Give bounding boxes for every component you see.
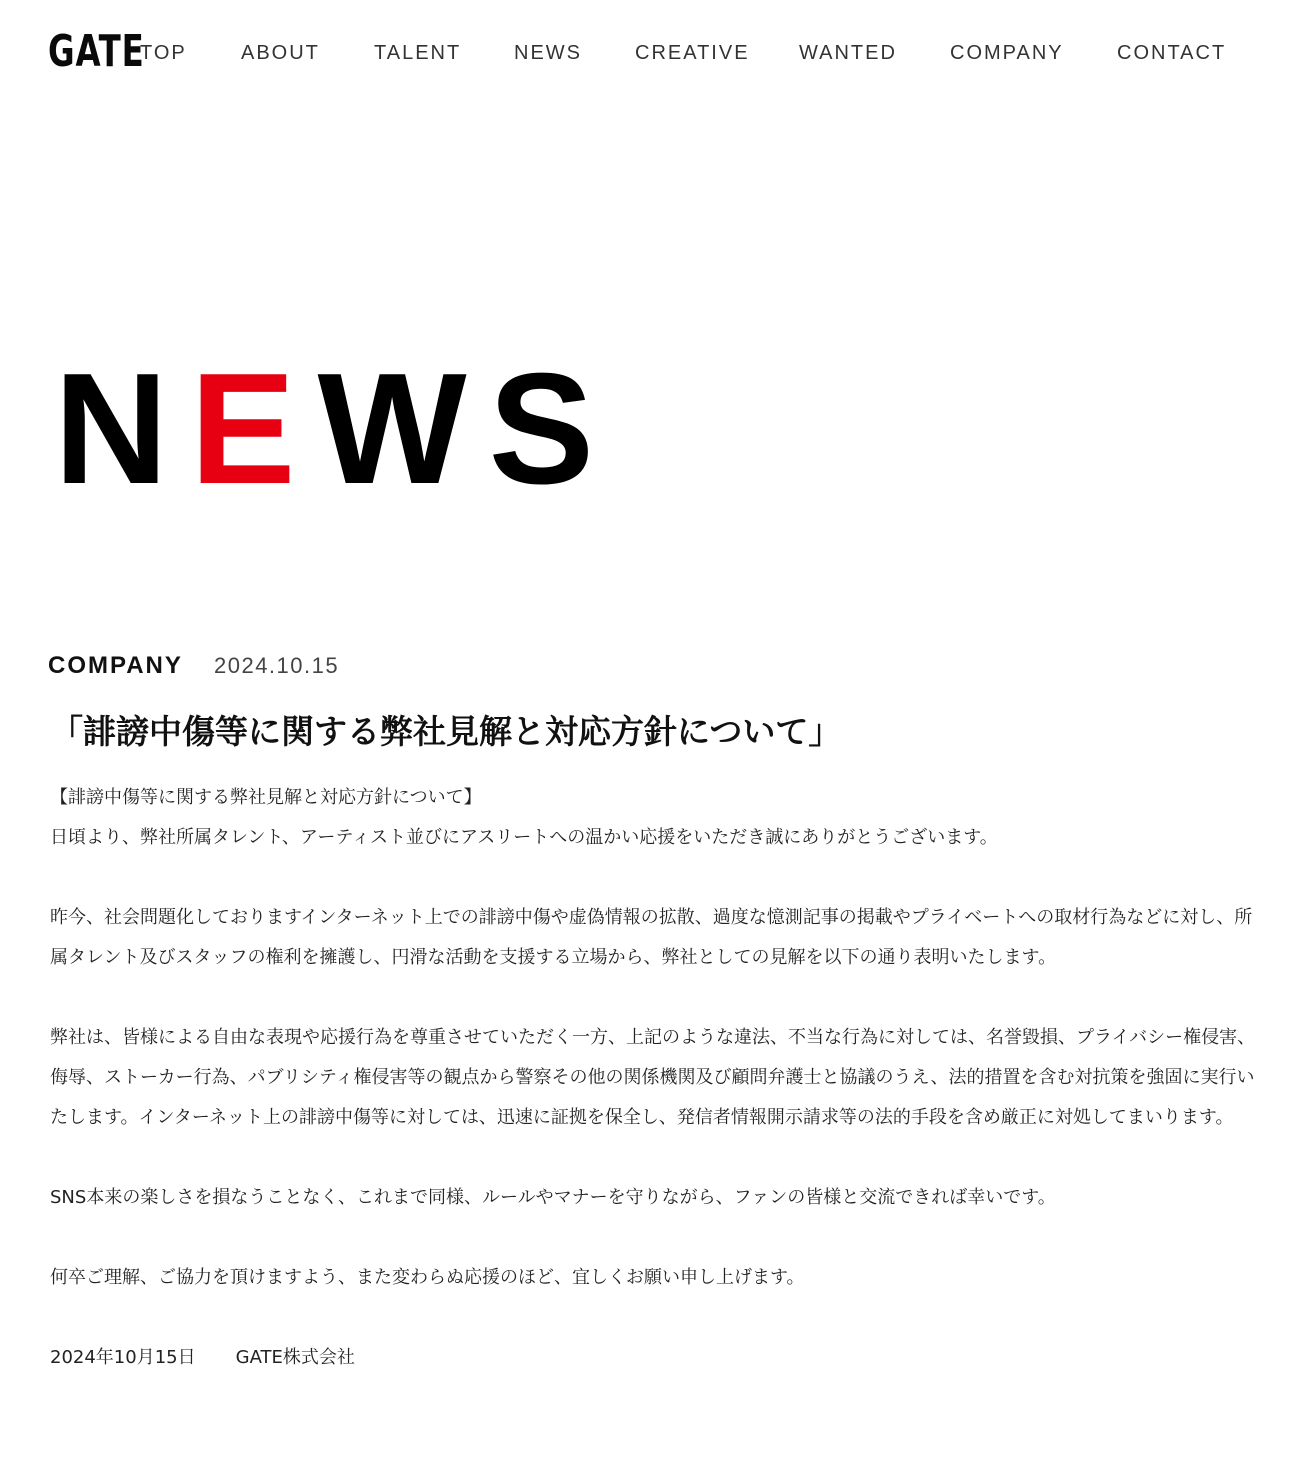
signoff-company: GATE株式会社: [235, 1347, 355, 1368]
article-signoff: [50, 1338, 1258, 1378]
article-paragraph: 弊社は、皆様による自由な表現や応援行為を尊重させていただく一方、上記のような違法、不当な行為に対しては、名誉毀損、プライバシー権侵害、侮辱、ストーカー行為、パブリシティ権侵害等の観点から警察その他の関係機関及び顧問弁護士と協議のうえ、法的措置を含む対抗策を強固に実行いたします。インターネット上の誹謗中傷等に対しては、迅速に証拠を保全し、発信者情報開示請求等の法的手段を含め厳正に対処してまいります。: [50, 1027, 1256, 1128]
article-body: [50, 778, 1258, 1378]
hero-letter-n: N: [54, 341, 191, 517]
hero-letter-s: S: [488, 341, 617, 517]
gate-logo[interactable]: GATE: [48, 26, 145, 77]
nav-wanted[interactable]: WANTED: [799, 42, 897, 64]
article-paragraph: 昨今、社会問題化しておりますインターネット上での誹謗中傷や虚偽情報の拡散、過度な憶測記事の掲載やプライベートへの取材行為などに対し、所属タレント及びスタッフの権利を擁護し、円滑な活動を支援する立場から、弊社としての見解を以下の通り表明いたします。: [50, 907, 1253, 968]
article-paragraph: 日頃より、弊社所属タレント、アーティスト並びにアスリートへの温かい応援をいただき誠にありがとうございます。: [50, 827, 998, 848]
main-nav: [0, 38, 1300, 68]
page-title-news: [54, 341, 617, 517]
hero-letter-w: W: [317, 341, 489, 517]
nav-talent[interactable]: TALENT: [374, 42, 462, 64]
article-heading-line: 【誹謗中傷等に関する弊社見解と対応方針について】: [50, 787, 482, 808]
article-category[interactable]: COMPANY: [48, 652, 183, 679]
hero-letter-e: E: [190, 341, 318, 517]
nav-about[interactable]: ABOUT: [241, 42, 320, 64]
article-paragraph: SNS本来の楽しさを損なうことなく、これまで同様、ルールやマナーを守りながら、ファンの皆様と交流できれば幸いです。: [50, 1187, 1056, 1208]
nav-creative[interactable]: CREATIVE: [635, 42, 750, 64]
article-paragraph: 何卒ご理解、ご協力を頂けますよう、また変わらぬ応援のほど、宜しくお願い申し上げます。: [50, 1267, 805, 1288]
article-meta: [48, 652, 339, 684]
signoff-date: 2024年10月15日: [50, 1347, 196, 1368]
nav-news[interactable]: NEWS: [514, 42, 582, 64]
nav-top[interactable]: TOP: [140, 42, 187, 64]
nav-contact[interactable]: CONTACT: [1117, 42, 1227, 64]
article-date: 2024.10.15: [213, 653, 340, 678]
nav-company[interactable]: COMPANY: [950, 42, 1064, 64]
article-title: 「誹謗中傷等に関する弊社見解と対応方針について」: [50, 712, 842, 751]
